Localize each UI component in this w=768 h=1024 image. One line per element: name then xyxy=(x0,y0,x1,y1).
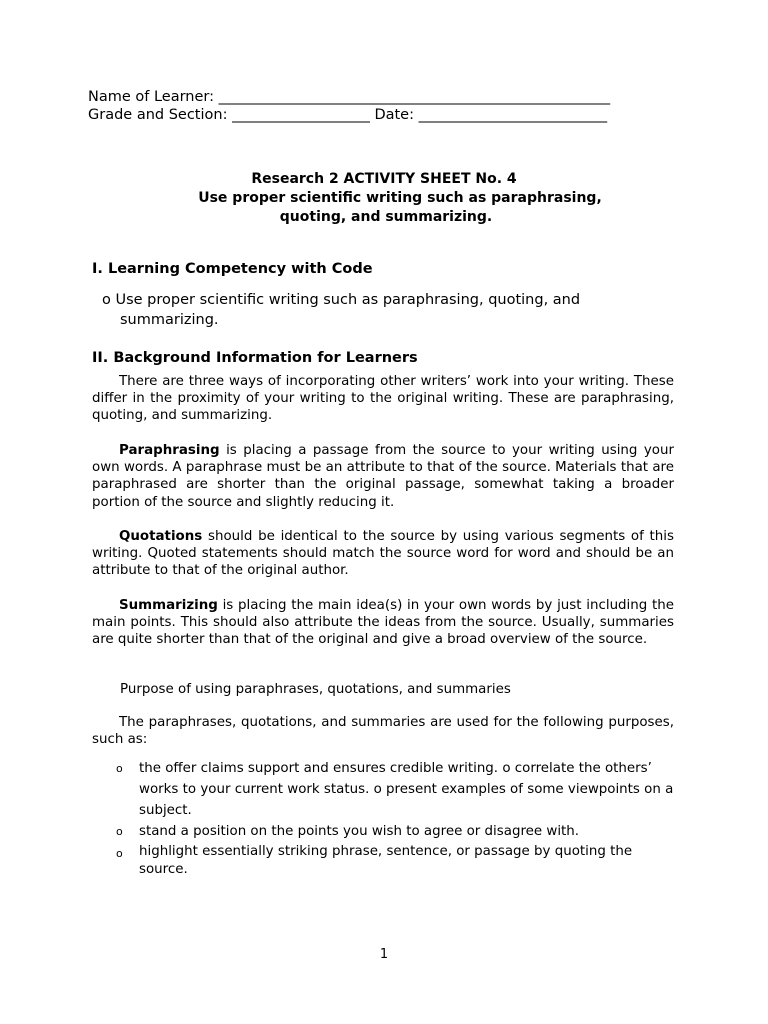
section-1-heading: I. Learning Competency with Code xyxy=(92,261,373,277)
intro-paragraph xyxy=(92,373,674,425)
date-label: Date: xyxy=(374,107,414,123)
bullet-mark: o xyxy=(102,292,111,308)
intro-text: There are three ways of incorporating other writers’ work into your writing. These differ in the proximity of your writing to the original writing. These are paraphrasing, quoting, and summarizing. xyxy=(92,374,674,424)
name-blank: ______________________________________________________ xyxy=(218,89,611,105)
bullet-mark: o xyxy=(116,762,123,775)
sheet-title: Research 2 ACTIVITY SHEET No. 4 xyxy=(251,171,517,187)
purpose-intro-paragraph xyxy=(92,714,674,748)
summarizing-text: is placing the main idea(s) in your own words by just including the main points. This should also attribute the ideas from the source. Usually, summaries are quite shorter than that of the original and give a broad overview of the source. xyxy=(92,598,674,648)
sheet-subtitle-line2: quoting, and summarizing. xyxy=(279,209,493,225)
paraphrasing-paragraph xyxy=(92,442,674,511)
purpose-item-1: the offer claims support and ensures credible writing. o correlate the others’ works to your current work status. o present examples of some viewpoints on a subject. xyxy=(139,761,674,818)
grade-section-line xyxy=(88,107,607,123)
name-of-learner-line xyxy=(88,89,610,105)
date-blank: __________________________ xyxy=(418,107,608,123)
grade-blank: ___________________ xyxy=(232,107,370,123)
grade-label: Grade and Section: xyxy=(88,107,228,123)
competency-item xyxy=(102,292,580,308)
quotations-text: should be identical to the source by using various segments of this writing. Quoted statements should match the source word for word and should be an attribute to that of the original author. xyxy=(92,529,674,579)
purpose-item-2: stand a position on the points you wish to agree or disagree with. xyxy=(139,824,580,839)
quotations-paragraph xyxy=(92,528,674,580)
bullet-mark: o xyxy=(116,847,123,860)
purpose-intro-text: The paraphrases, quotations, and summaries are used for the following purposes, such as: xyxy=(92,715,674,748)
summarizing-paragraph xyxy=(92,597,674,649)
purpose-heading: Purpose of using paraphrases, quotations, and summaries xyxy=(120,682,511,697)
quotations-term: Quotations xyxy=(119,529,203,544)
paraphrasing-term: Paraphrasing xyxy=(119,443,220,458)
paraphrasing-text: is placing a passage from the source to your writing using your own words. A paraphrase must be an attribute to that of the source. Materials that are paraphrased are shorter than the original passage, somewhat taking a broader portion of the source and slightly reducing it. xyxy=(92,443,674,510)
section-2-heading: II. Background Information for Learners xyxy=(92,350,418,366)
name-label: Name of Learner: xyxy=(88,89,215,105)
bullet-mark: o xyxy=(116,825,123,838)
summarizing-term: Summarizing xyxy=(119,598,218,613)
sheet-subtitle-line1: Use proper scientific writing such as paraphrasing, xyxy=(198,190,602,206)
page-number: 1 xyxy=(379,947,389,962)
competency-text-line1: Use proper scientific writing such as paraphrasing, quoting, and xyxy=(115,292,581,308)
competency-text-line2: summarizing. xyxy=(120,312,219,328)
purpose-item-3: highlight essentially striking phrase, sentence, or passage by quoting the source. xyxy=(139,844,633,877)
